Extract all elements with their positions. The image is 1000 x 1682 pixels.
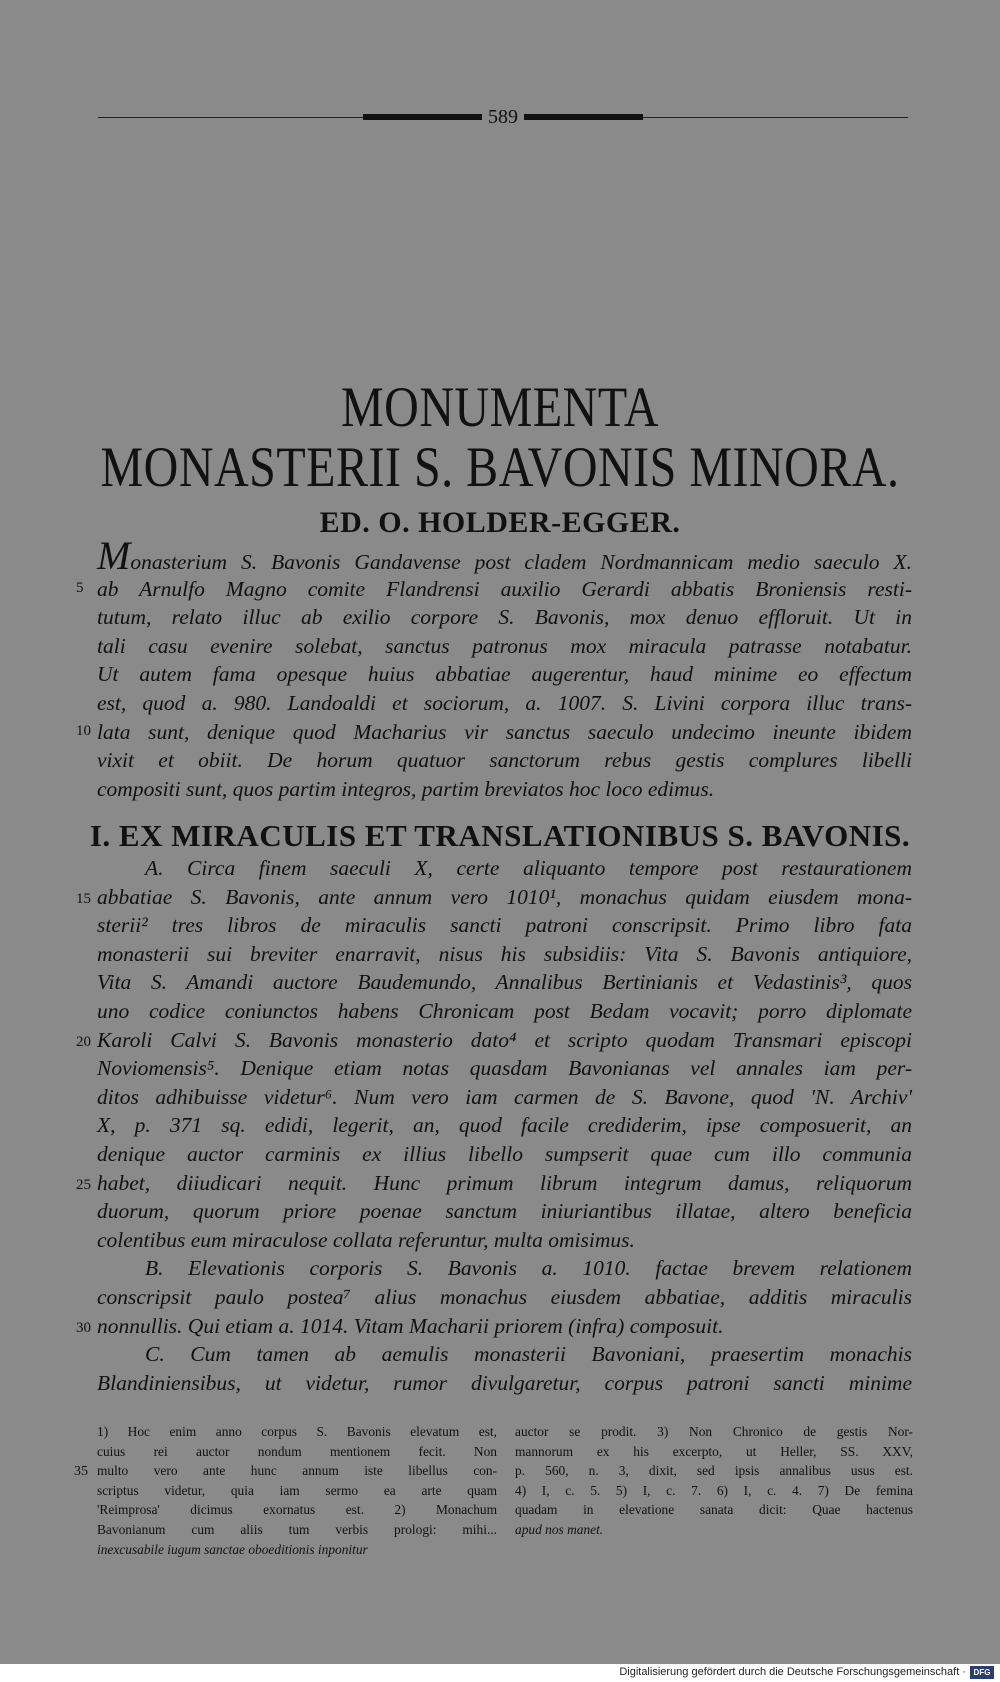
footnote-line: auctor se prodit. 3) Non Chronico de gestis Nor- — [515, 1424, 913, 1439]
footnote-line: inexcusabile iugum sanctae oboeditionis inponitur — [97, 1541, 368, 1557]
footnote-line: 4) I, c. 5. 5) I, c. 7. 6) I, c. 4. 7) De femina — [515, 1482, 913, 1498]
intro-line: lata sunt, denique quod Macharius vir sanctus saeculo undecimo ineunte ibidem — [97, 719, 912, 744]
editor-line: ED. O. HOLDER-EGGER. — [319, 506, 681, 539]
margin-line-number: 20 — [76, 1034, 91, 1050]
margin-line-number: 30 — [76, 1320, 91, 1336]
body-line: Karoli Calvi S. Bavonis monasterio dato⁴ et scripto quodam Transmari episcopi — [97, 1027, 912, 1052]
body-line: Vita S. Amandi auctore Baudemundo, Annalibus Bertinianis et Vedastinis³, quos — [97, 970, 912, 995]
footnote-line: 'Reimprosa' dicimus exornatus est. 2) Monachum — [97, 1502, 497, 1518]
margin-line-number: 10 — [76, 723, 91, 739]
intro-line: Ut autem fama opesque huius abbatiae augerentur, haud minime eo effectum — [97, 662, 912, 687]
footnote-line: p. 560, n. 3, dixit, sed ipsis annalibus usus est. — [515, 1463, 913, 1479]
intro-line: tutum, relato illuc ab exilio corpore S. Bavonis, mox denuo effloruit. Ut in — [97, 605, 912, 630]
footnote-line: apud nos manet. — [515, 1521, 604, 1537]
body-line: duorum, quorum priore poenae sanctum iniuriantibus illatae, altero beneficia — [97, 1199, 912, 1224]
body-line: sterii² tres libros de miraculis sancti patroni conscripsit. Primo libro fata — [97, 913, 912, 938]
body-line: denique auctor carminis ex illius libello sumpserit quae cum illo communia — [97, 1141, 912, 1166]
footnote-line: Bavonianum cum aliis tum verbis prologi: mihi... — [97, 1521, 497, 1537]
margin-line-number: 35 — [74, 1464, 88, 1479]
body-line: A. Circa finem saeculi X, certe aliquanto tempore post restaurationem — [145, 856, 912, 880]
drop-cap: M — [97, 533, 131, 578]
body-line: B. Elevationis corporis S. Bavonis a. 1010. factae brevem relationem — [145, 1256, 912, 1281]
title-line-2: MONASTERII S. BAVONIS MINORA. — [100, 436, 900, 499]
body-line: Blandiniensibus, ut videtur, rumor divulgaretur, corpus patroni sancti minime — [97, 1370, 912, 1395]
body-line: abbatiae S. Bavonis, ante annum vero 1010¹, monachus quidam eiusdem mona- — [97, 884, 912, 909]
footnote-line: quadam in elevatione sanata dicit: Quae hactenus — [515, 1502, 913, 1518]
body-line: C. Cum tamen ab aemulis monasterii Bavoniani, praesertim monachis — [145, 1342, 912, 1367]
intro-line: ab Arnulfo Magno comite Flandrensi auxilio Gerardi abbatis Broniensis resti- — [97, 576, 912, 601]
footnote-line: scriptus videtur, quia iam sermo ea arte quam — [97, 1482, 497, 1498]
intro-paragraph — [97, 533, 912, 803]
footnote-line: 1) Hoc enim anno corpus S. Bavonis elevatum est, — [97, 1424, 497, 1439]
intro-line: tali casu evenire solebat, sanctus patronus mox miracula patrasse notabatur. — [97, 633, 912, 658]
body-line: conscripsit paulo postea⁷ alius monachus eiusdem abbatiae, additis miraculis — [97, 1284, 912, 1309]
body-line: uno codice coniunctos habens Chronicam post Bedam vocavit; porro diplomate — [97, 998, 912, 1023]
intro-line: est, quod a. 980. Landoaldi et sociorum, a. 1007. S. Livini corpora illuc trans- — [97, 690, 912, 715]
footnotes-right-column — [515, 1422, 913, 1540]
body-line: Noviomensis⁵. Denique etiam notas quasdam Bavonianas vel annales iam per- — [97, 1056, 912, 1081]
dfg-logo: DFG — [970, 1666, 994, 1679]
footnote-line: mannorum ex his excerpto, ut Heller, SS. XXV, — [515, 1443, 913, 1459]
body-line: ditos adhibuisse videtur⁶. Num vero iam carmen de S. Bavone, quod 'N. Archiv' — [97, 1084, 912, 1109]
body-line: monasterii sui breviter enarravit, nisus his subsidiis: Vita S. Bavonis antiquiore, — [97, 941, 912, 966]
section-heading: I. EX MIRACULIS ET TRANSLATIONIBUS S. BAVONIS. — [89, 818, 911, 853]
page-number: 589 — [98, 106, 908, 129]
body-line: nonnullis. Qui etiam a. 1014. Vitam Macharii priorem (infra) composuit. — [97, 1313, 724, 1338]
body-line: habet, diiudicari nequit. Hunc primum librum integrum damus, reliquorum — [97, 1170, 912, 1195]
intro-line: vixit et obiit. De horum quatuor sanctorum rebus gestis complures libelli — [97, 748, 912, 773]
body-line: X, p. 371 sq. edidi, legerit, an, quod facile crediderim, ipse composuerit, an — [97, 1113, 912, 1138]
footnote-line: cuius rei auctor nondum mentionem fecit. Non — [97, 1443, 497, 1459]
body-paragraphs — [97, 854, 912, 1397]
margin-line-number: 25 — [76, 1177, 91, 1193]
footnotes-left-column — [97, 1422, 497, 1559]
margin-line-number: 15 — [76, 891, 91, 907]
intro-line: compositi sunt, quos partim integros, partim breviatos hoc loco edimus. — [97, 776, 715, 801]
intro-line: Monasterium S. Bavonis Gandavense post cladem Nordmannicam medio saeculo X. — [97, 533, 912, 578]
body-line: colentibus eum miraculose collata referuntur, multa omisimus. — [97, 1227, 635, 1252]
footnote-line: multo vero ante hunc annum iste libellus con- — [97, 1463, 497, 1479]
page-header-rule — [98, 108, 908, 126]
title-line-1: MONUMENTA — [341, 376, 659, 439]
digitization-credit: Digitalisierung gefördert durch die Deutsche Forschungsgemeinschaft · — [619, 1666, 966, 1678]
margin-line-number: 5 — [76, 580, 84, 596]
